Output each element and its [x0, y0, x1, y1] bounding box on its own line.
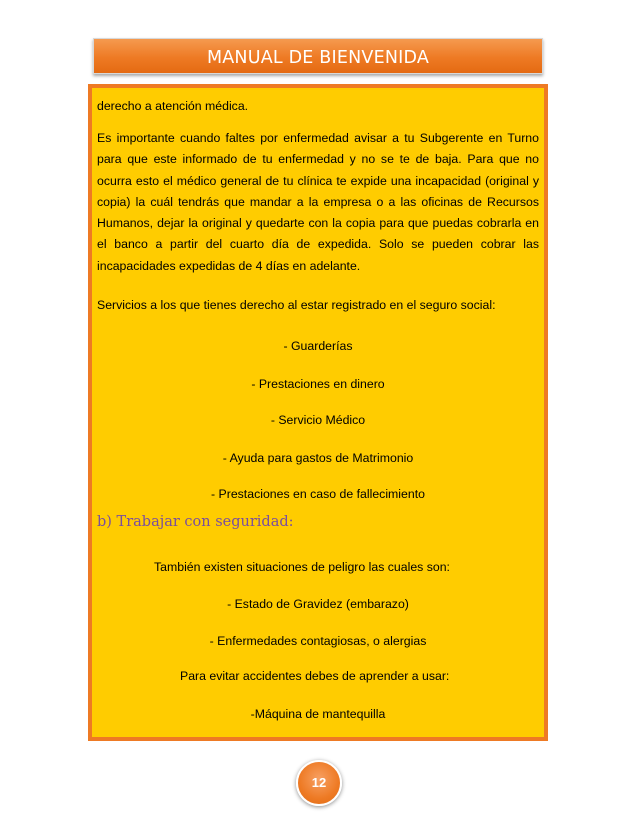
service-item: - Prestaciones en caso de fallecimiento — [211, 487, 425, 501]
intro-line: derecho a atención médica. — [97, 99, 249, 113]
header-banner — [93, 38, 543, 74]
section-heading-b: b) Trabajar con seguridad: — [97, 514, 294, 530]
service-item: - Servicio Médico — [270, 413, 366, 427]
machine-item: -Máquina de mantequilla — [250, 707, 386, 721]
danger-item: - Enfermedades contagiosas, o alergias — [209, 634, 427, 648]
page-title: MANUAL DE BIENVENIDA — [206, 48, 430, 68]
danger-intro: También existen situaciones de peligro las cuales son: — [154, 560, 450, 574]
service-item: - Ayuda para gastos de Matrimonio — [222, 451, 414, 465]
service-item: - Prestaciones en dinero — [251, 377, 385, 391]
avoid-intro: Para evitar accidentes debes de aprender a usar: — [180, 669, 450, 683]
page-number-badge — [296, 760, 342, 806]
sick-leave-paragraph: Es importante cuando faltes por enfermedad avisar a tu Subgerente en Turno para que este informado de tu enfermedad y no se te de baja. Para que no ocurra esto el médico general de tu clínica te expide una incapacidad (original y copia) la cuál tendrás que mandar a la empresa o a las oficinas de Recursos Humanos, dejar la original y quedarte con la copia para que puedas cobrarla en el banco a partir del cuarto día de expedida. Solo se pueden cobrar las incapacidades expedidas de 4 días en adelante. — [97, 131, 539, 273]
services-intro: Servicios a los que tienes derecho al estar registrado en el seguro social: — [97, 298, 496, 312]
page-number: 12 — [311, 775, 327, 790]
service-item: - Guarderías — [283, 339, 353, 353]
content-box — [88, 84, 548, 741]
danger-item: - Estado de Gravidez (embarazo) — [227, 597, 409, 611]
